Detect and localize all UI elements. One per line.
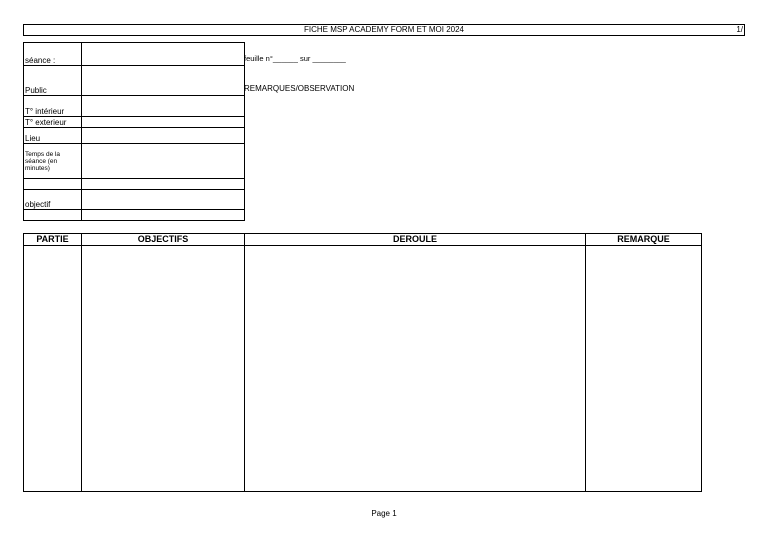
info-label: Lieu bbox=[24, 128, 82, 144]
info-row-blank bbox=[24, 210, 245, 221]
info-value-cell[interactable] bbox=[82, 210, 245, 221]
info-row-lieu bbox=[24, 128, 245, 144]
table-row bbox=[24, 246, 702, 492]
info-row-seance bbox=[24, 43, 245, 66]
info-row-objectif bbox=[24, 190, 245, 210]
info-label: Temps de la séance (en minutes) bbox=[24, 144, 82, 179]
column-header-objectifs: OBJECTIFS bbox=[82, 234, 245, 246]
objectifs-cell[interactable] bbox=[82, 246, 245, 492]
info-row-temps-seance bbox=[24, 144, 245, 179]
info-value-cell[interactable] bbox=[82, 96, 245, 117]
column-header-partie: PARTIE bbox=[24, 234, 82, 246]
sheet-title-bar bbox=[23, 24, 745, 36]
info-row-temp-exterieur bbox=[24, 117, 245, 128]
info-label: T° intérieur bbox=[24, 96, 82, 117]
info-label bbox=[24, 179, 82, 190]
info-row-temp-interieur bbox=[24, 96, 245, 117]
session-plan-table bbox=[23, 233, 702, 492]
page-footer: Page 1 bbox=[371, 509, 397, 518]
session-info-table bbox=[23, 42, 245, 221]
sheet-number-label: feuille n°______ sur ________ bbox=[244, 54, 346, 63]
info-value-cell[interactable] bbox=[82, 144, 245, 179]
info-value-cell[interactable] bbox=[82, 117, 245, 128]
info-label bbox=[24, 210, 82, 221]
column-header-deroule: DEROULE bbox=[245, 234, 586, 246]
info-row-public bbox=[24, 66, 245, 96]
page-fraction: 1/ bbox=[736, 25, 743, 34]
sheet-title: FICHE MSP ACADEMY FORM ET MOI 2024 bbox=[303, 25, 465, 34]
table-header-row bbox=[24, 234, 702, 246]
info-label: séance : bbox=[24, 43, 82, 66]
partie-cell[interactable] bbox=[24, 246, 82, 492]
remarque-cell[interactable] bbox=[586, 246, 702, 492]
column-header-remarque: REMARQUE bbox=[586, 234, 702, 246]
info-label: T° exterieur bbox=[24, 117, 82, 128]
info-value-cell[interactable] bbox=[82, 128, 245, 144]
info-value-cell[interactable] bbox=[82, 43, 245, 66]
remarks-heading: REMARQUES/OBSERVATION bbox=[244, 84, 355, 93]
info-value-cell[interactable] bbox=[82, 179, 245, 190]
info-value-cell[interactable] bbox=[82, 66, 245, 96]
info-row-blank bbox=[24, 179, 245, 190]
info-value-cell[interactable] bbox=[82, 190, 245, 210]
info-label: Public bbox=[24, 66, 82, 96]
deroule-cell[interactable] bbox=[245, 246, 586, 492]
info-label: objectif bbox=[24, 190, 82, 210]
